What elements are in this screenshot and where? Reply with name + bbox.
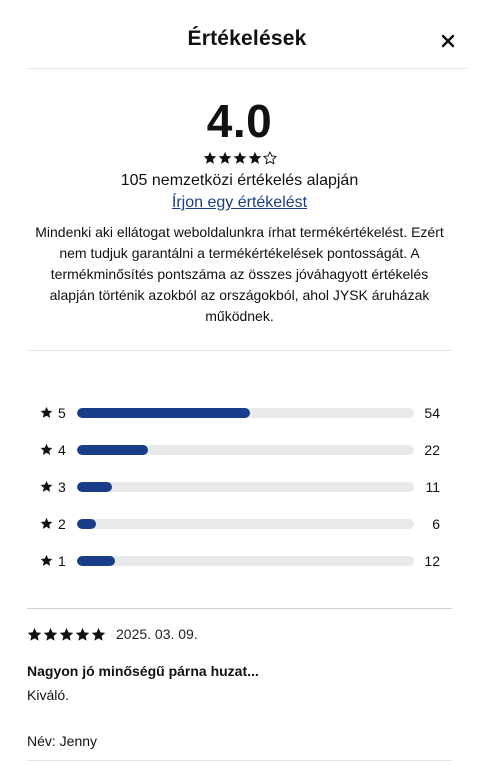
review-title: Nagyon jó minőségű párna huzat...: [27, 663, 259, 679]
star-filled-icon: [27, 627, 42, 642]
star-icon: [40, 554, 53, 567]
star-filled-icon: [203, 151, 217, 165]
distribution-stars-label: 1: [58, 552, 66, 569]
close-icon: [441, 34, 455, 48]
star-filled-icon: [248, 151, 262, 165]
review-date: 2025. 03. 09.: [116, 626, 198, 642]
close-button[interactable]: [437, 29, 459, 51]
star-filled-icon: [91, 627, 106, 642]
distribution-row-4[interactable]: [40, 431, 452, 468]
average-rating-stars: [27, 151, 452, 169]
star-filled-icon: [218, 151, 232, 165]
rating-summary: [27, 93, 452, 327]
star-filled-icon: [43, 627, 58, 642]
review-stars: [27, 627, 106, 642]
modal-title: Értékelések: [187, 27, 307, 50]
distribution-bar-fill: [77, 482, 112, 492]
average-rating: 4.0: [206, 95, 273, 147]
star-filled-icon: [233, 151, 247, 165]
distribution-count: 54: [424, 404, 440, 421]
distribution-bar: [77, 445, 414, 455]
distribution-bar-fill: [77, 445, 148, 455]
distribution-count: 6: [432, 515, 440, 532]
distribution-count: 22: [424, 441, 440, 458]
distribution-bar-fill: [77, 556, 115, 566]
reviewer-name: Név: Jenny: [27, 733, 98, 749]
distribution-stars-label: 5: [58, 404, 66, 421]
distribution-bar-fill: [77, 519, 96, 529]
review-body: Kiváló.: [27, 687, 70, 703]
distribution-count: 11: [425, 478, 440, 495]
distribution-stars-label: 2: [58, 515, 66, 532]
rating-distribution: [40, 394, 452, 579]
distribution-bar: [77, 482, 414, 492]
write-review-link[interactable]: Írjon egy értékelést: [171, 194, 308, 211]
star-icon: [40, 443, 53, 456]
star-filled-icon: [59, 627, 74, 642]
distribution-bar: [77, 408, 414, 418]
distribution-stars-label: 3: [58, 478, 66, 495]
distribution-stars-label: 4: [58, 441, 66, 458]
star-icon: [40, 517, 53, 530]
divider: [27, 608, 452, 609]
distribution-bar: [77, 556, 414, 566]
review-disclaimer: Mindenki aki ellátogat weboldalunkra írhat termékértékelést. Ezért nem tudjuk garantálni a termékértékelések pontosságát. A termékminősítés pontszáma az összes jóváhagyott értékelés alapján történik azokból az országokból, ahol JYSK áruházak működnek.: [35, 224, 444, 324]
star-empty-icon: [263, 151, 277, 165]
distribution-bar-fill: [77, 408, 250, 418]
star-icon: [40, 480, 53, 493]
distribution-row-3[interactable]: [40, 468, 452, 505]
distribution-count: 12: [424, 552, 440, 569]
review-item: [27, 624, 452, 750]
divider: [27, 760, 452, 761]
star-icon: [40, 406, 53, 419]
distribution-row-2[interactable]: [40, 505, 452, 542]
star-filled-icon: [75, 627, 90, 642]
distribution-row-5[interactable]: [40, 394, 452, 431]
modal-header: [27, 0, 467, 69]
distribution-row-1[interactable]: [40, 542, 452, 579]
review-count-text: 105 nemzetközi értékelés alapján: [120, 172, 359, 189]
divider: [27, 350, 452, 351]
distribution-bar: [77, 519, 414, 529]
